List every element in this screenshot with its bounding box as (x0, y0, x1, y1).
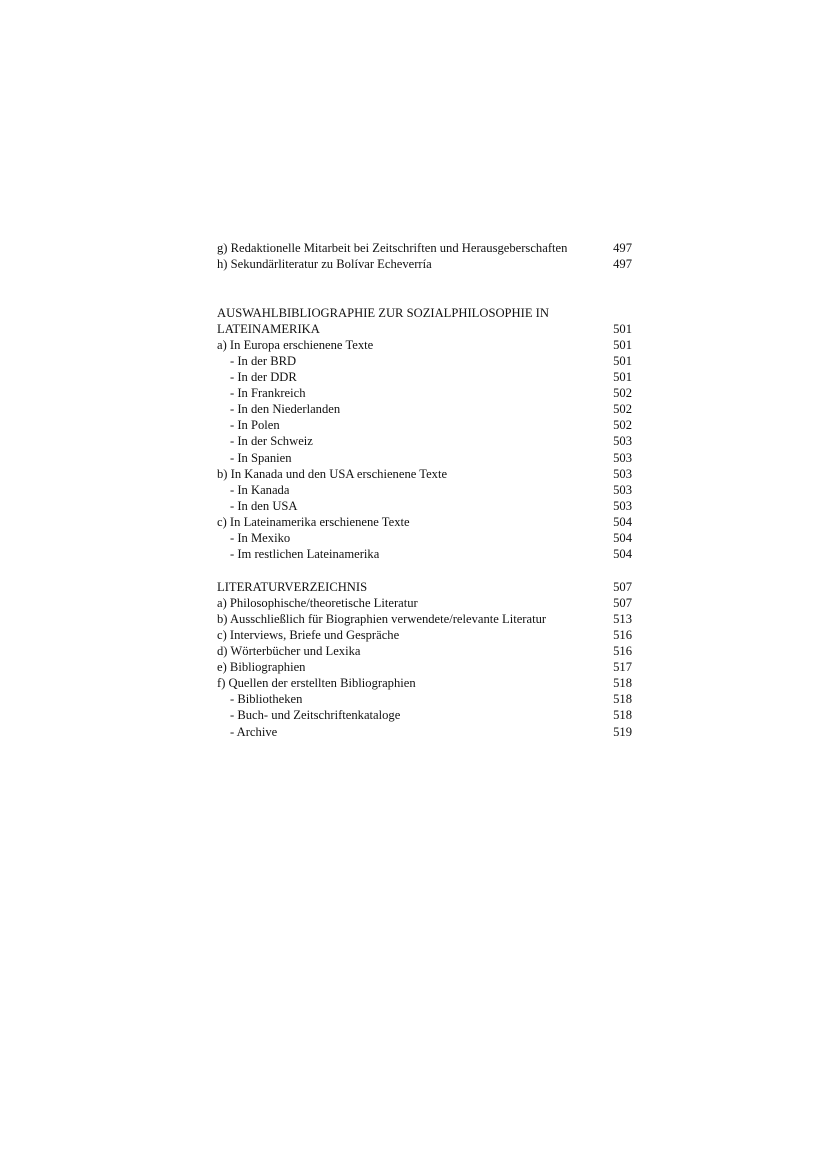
toc-entry (217, 530, 632, 546)
toc-section-auswahlbibliographie (217, 305, 632, 563)
page-number: 518 (613, 676, 632, 691)
toc-entry-label: h) Sekundärliteratur zu Bolívar Echeverría (217, 257, 432, 272)
toc-entry-label: - In Polen (230, 418, 280, 433)
toc-entry (217, 385, 632, 401)
page-number: 519 (613, 724, 632, 739)
page-number: 504 (613, 547, 632, 562)
toc-entry-label: - In Frankreich (230, 386, 306, 401)
toc-entry-label: - In Mexiko (230, 531, 291, 545)
page-number: 501 (613, 337, 632, 352)
toc-entry (217, 240, 632, 256)
page-number: 507 (613, 579, 632, 594)
toc-entry-label: - In Spanien (230, 450, 292, 465)
section-spacer (217, 272, 632, 305)
toc-entry (217, 482, 632, 498)
toc-entry (217, 675, 632, 691)
toc-entry-list (217, 595, 632, 740)
page-number: 501 (613, 353, 632, 368)
page-number: 518 (613, 692, 632, 707)
section-heading-line-2 (217, 321, 632, 337)
toc-entry (217, 691, 632, 707)
section-heading-text: LITERATURVERZEICHNIS (217, 579, 368, 594)
page-number: 518 (613, 708, 632, 723)
page-number: 502 (613, 386, 632, 401)
toc-entry-label: - In den Niederlanden (230, 402, 341, 417)
toc-entry (217, 724, 632, 740)
toc-entry (217, 498, 632, 514)
page-number: 517 (613, 660, 632, 675)
page-number: 504 (613, 531, 632, 545)
toc-entry-label: - In Kanada (230, 482, 290, 497)
toc-entry-label: b) In Kanada und den USA erschienene Texte (217, 466, 448, 481)
page-number: 503 (613, 482, 632, 497)
toc-entry (217, 401, 632, 417)
toc-entry (217, 546, 632, 562)
toc-entry (217, 369, 632, 385)
toc-entry (217, 595, 632, 611)
toc-entry-label: - Archive (230, 724, 278, 739)
toc-entry (217, 417, 632, 433)
page-number: 502 (613, 418, 632, 433)
toc-entry (217, 611, 632, 627)
toc-entry-label: g) Redaktionelle Mitarbeit bei Zeitschriften und Herausgeberschaften (217, 241, 568, 255)
toc-entry-label: c) In Lateinamerika erschienene Texte (217, 514, 410, 529)
toc-entry (217, 627, 632, 643)
page-number: 516 (613, 644, 632, 659)
toc-entry-label: - Im restlichen Lateinamerika (230, 547, 380, 562)
section-heading-line-1 (217, 305, 632, 321)
page-number: 503 (613, 450, 632, 465)
toc-entry-label: f) Quellen der erstellten Bibliographien (217, 676, 416, 691)
page-number: 513 (613, 611, 632, 626)
toc-entry-list (217, 337, 632, 562)
page-number: 501 (613, 370, 632, 385)
toc-section-literaturverzeichnis (217, 579, 632, 740)
toc-entry-label: - In der BRD (230, 353, 297, 368)
toc-entry-label: - Buch- und Zeitschriftenkataloge (230, 708, 401, 723)
toc-entry-label: a) In Europa erschienene Texte (217, 337, 374, 352)
toc-section-top (217, 240, 632, 272)
section-heading-text: LATEINAMERIKA (217, 321, 320, 336)
table-of-contents (217, 240, 632, 740)
toc-entry-label: - In der DDR (230, 370, 297, 385)
toc-entry-label: c) Interviews, Briefe und Gespräche (217, 627, 400, 642)
toc-entry (217, 337, 632, 353)
toc-entry (217, 450, 632, 466)
section-heading-text: AUSWAHLBIBLIOGRAPHIE ZUR SOZIALPHILOSOPHIE IN (217, 305, 549, 320)
toc-entry (217, 707, 632, 723)
toc-entry (217, 514, 632, 530)
toc-entry (217, 466, 632, 482)
page-number: 516 (613, 627, 632, 642)
page-number: 504 (613, 514, 632, 529)
toc-entry-label: - In den USA (230, 498, 298, 513)
page-number: 503 (613, 498, 632, 513)
toc-entry (217, 433, 632, 449)
toc-entry-label: e) Bibliographien (217, 660, 306, 675)
toc-entry (217, 353, 632, 369)
toc-entry-label: a) Philosophische/theoretische Literatur (217, 595, 418, 610)
toc-entry (217, 256, 632, 272)
page-number: 497 (613, 257, 632, 272)
toc-entry (217, 659, 632, 675)
toc-entry-label: b) Ausschließlich für Biographien verwendete/relevante Literatur (217, 611, 547, 626)
page-number: 497 (613, 241, 632, 255)
toc-entry-label: - Bibliotheken (230, 692, 303, 707)
toc-entry-label: - In der Schweiz (230, 434, 313, 449)
toc-entry-label: d) Wörterbücher und Lexika (217, 644, 361, 659)
toc-entry (217, 643, 632, 659)
section-heading (217, 579, 632, 595)
page-number: 507 (613, 595, 632, 610)
page-number: 503 (613, 434, 632, 449)
page-number: 502 (613, 402, 632, 417)
page-number: 501 (613, 321, 632, 336)
section-spacer (217, 562, 632, 579)
page-number: 503 (613, 466, 632, 481)
